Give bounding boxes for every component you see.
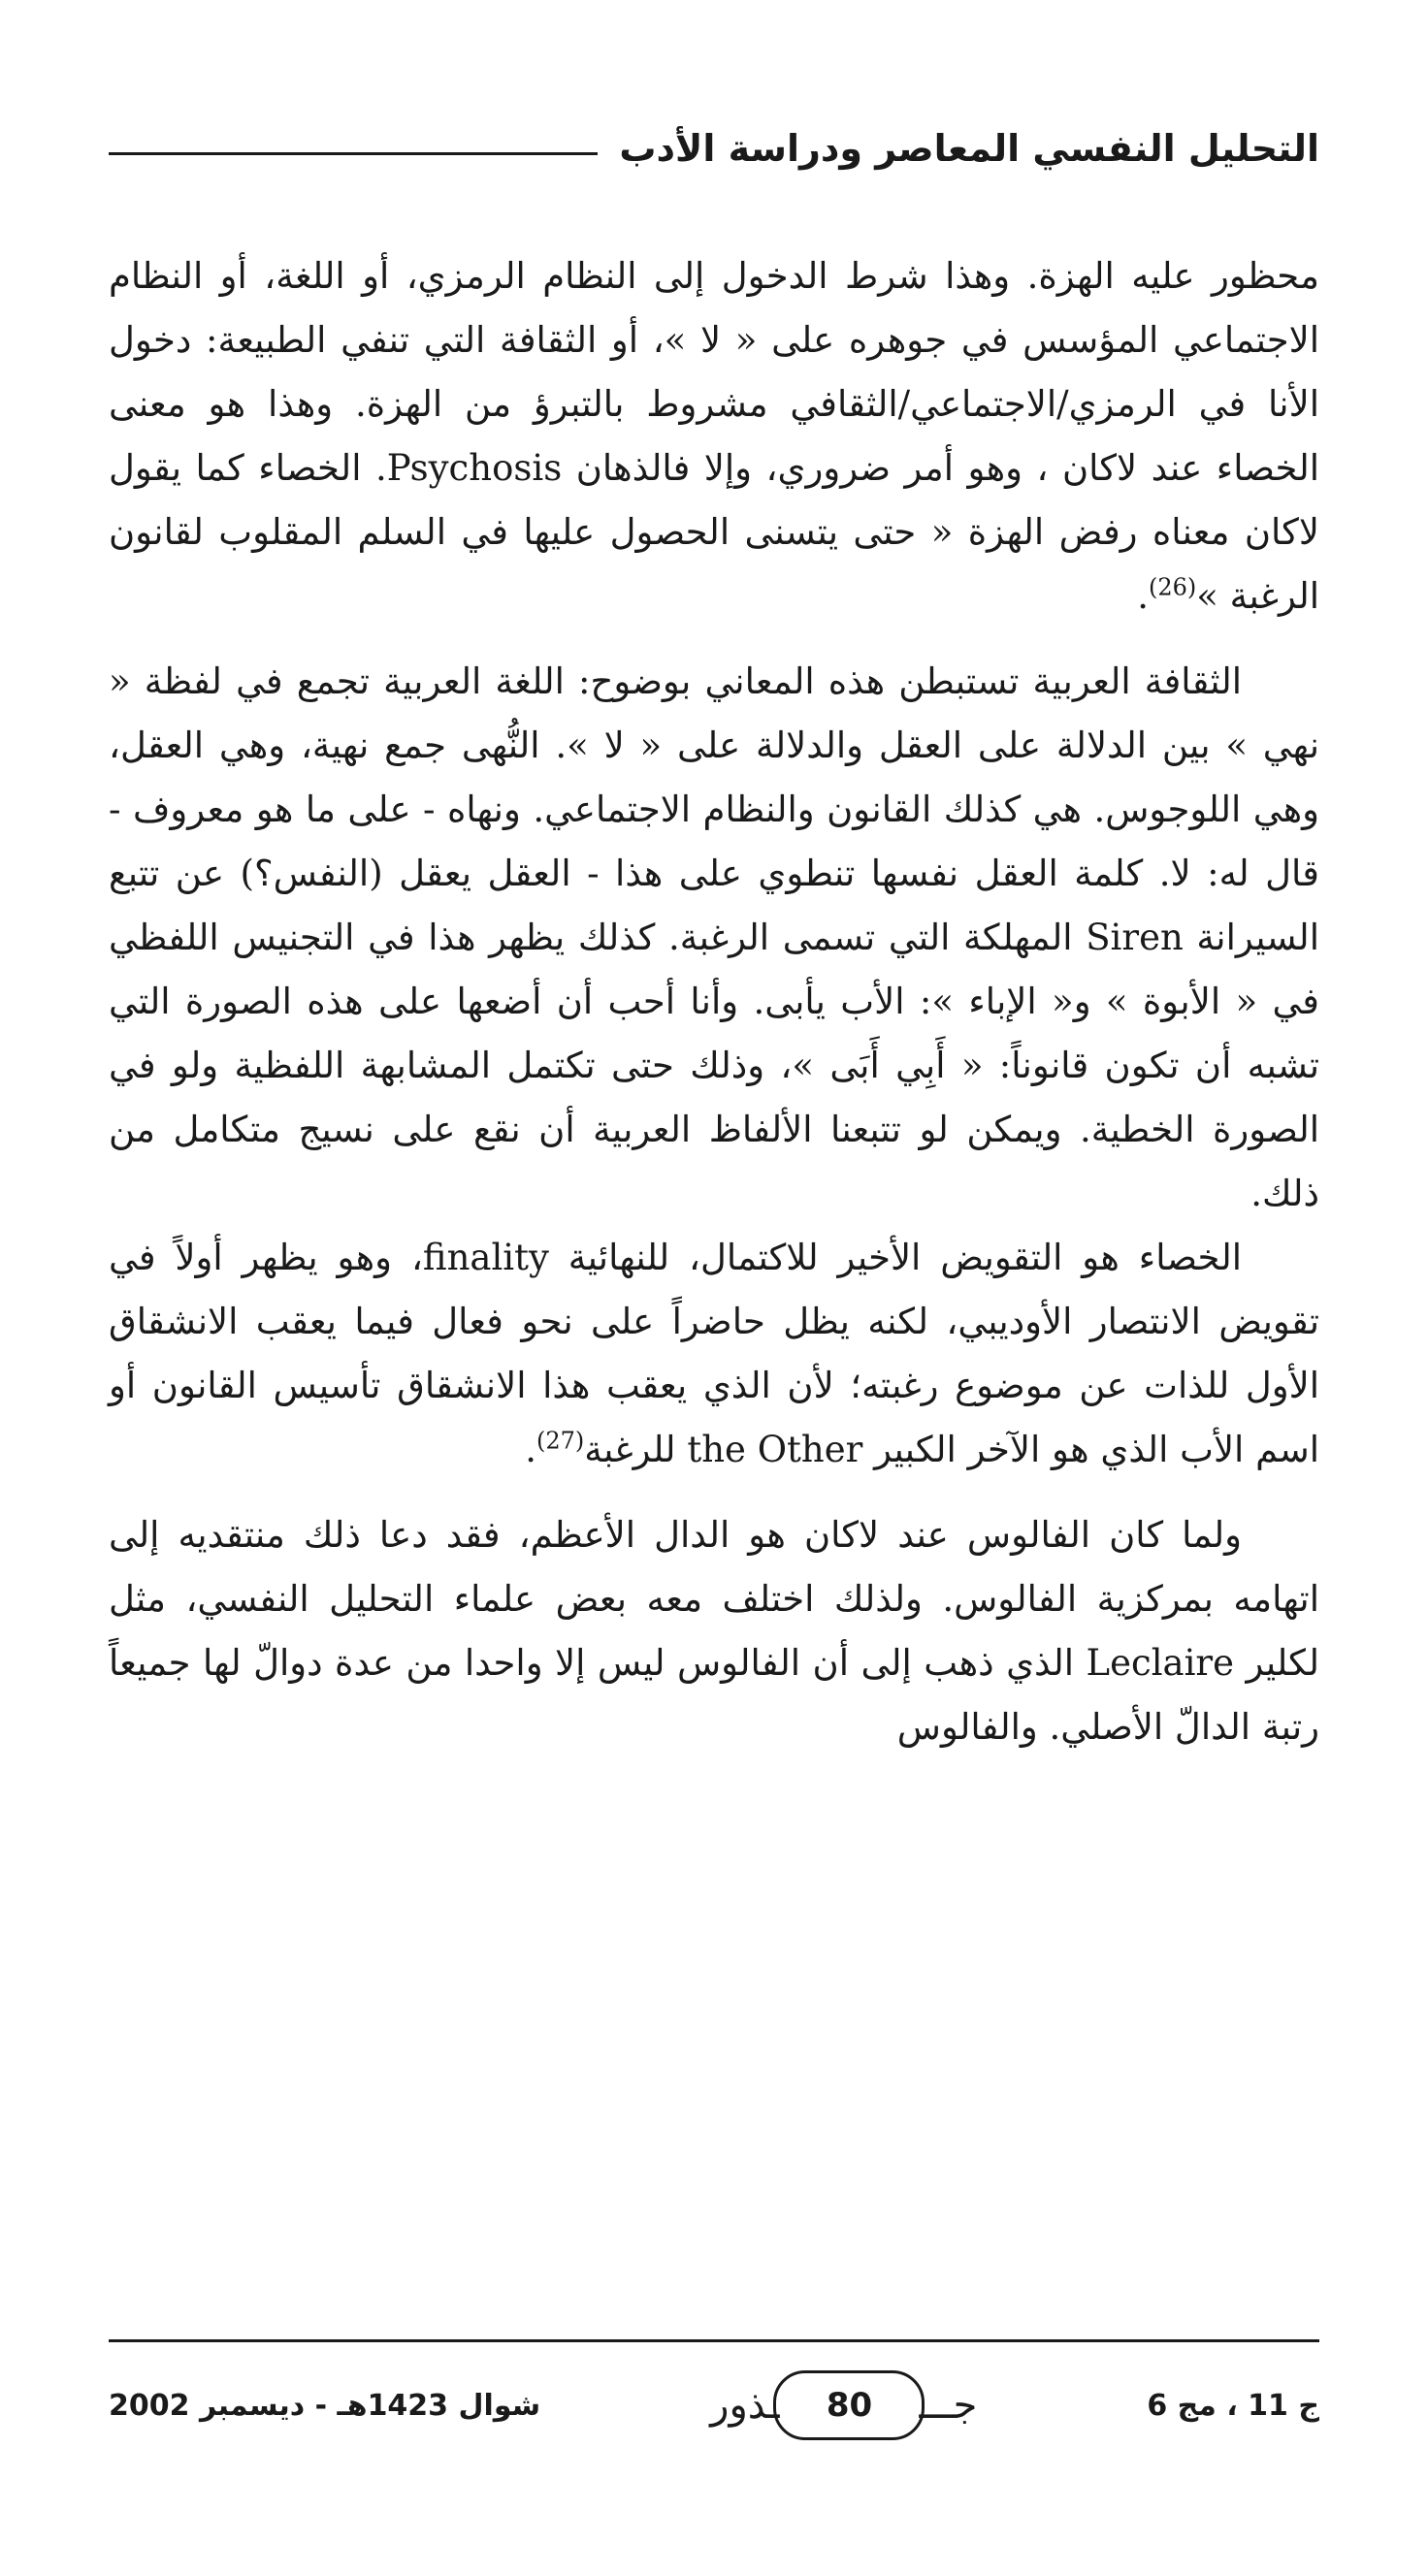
footer-journal-mark [710,2370,977,2440]
header-rule [109,152,598,155]
paragraph-2 [109,650,1319,1226]
footer-date: شوال 1423هـ - ديسمبر 2002 [109,2388,541,2423]
paragraph-4 [109,1503,1319,1759]
footnote-ref-26[interactable]: (26) [1148,573,1197,601]
paragraph-2-text: الثقافة العربية تستبطن هذه المعاني بوضوح: اللغة العربية تجمع في لفظة « نهي » بين الدلالة على العقل والدلالة على « لا ». النُّهى جمع نهية، وهي العقل، وهي اللوجوس. هي كذلك القانون والنظام الاجتماعي. ونهاه - على ما هو معروف - قال له: لا. كلمة العقل نفسها تنطوي على هذا - العقل يعقل (النفس؟) عن تتبع السيرانة Siren المهلكة التي تسمى الرغبة. كذلك يظهر هذا في التجنيس اللفظي في « الأبوة » و« الإباء »: الأب يأبى. وأنا أحب أن أضعها على هذه الصورة التي تشبه أن تكون قانوناً: « أَبِي أَبَى »، وذلك حتى تكتمل المشابهة اللفظية ولو في الصورة الخطية. ويمكن لو تتبعنا الألفاظ العربية أن نقع على نسيج متكامل من ذلك. [109,660,1320,1214]
paragraph-1-tail: . [1137,575,1149,617]
running-header [109,114,1319,182]
page-number: 80 [773,2370,925,2440]
journal-name-end: ـذور [710,2383,780,2428]
page-footer [109,2371,1319,2439]
paragraph-1-text: محظور عليه الهزة. وهذا شرط الدخول إلى النظام الرمزي، أو اللغة، أو النظام الاجتماعي المؤسس في جوهره على « لا »، أو الثقافة التي تنفي الطبيعة: دخول الأنا في الرمزي/الاجتماعي/الثقافي مشروط بالتبرؤ من الهزة. وهذا هو معنى الخصاء عند لاكان ، وهو أمر ضروري، وإلا فالذهان Psychosis. الخصاء كما يقول لاكان معناه رفض الهزة « حتى يتسنى الحصول عليها في السلم المقلوب لقانون الرغبة » [109,255,1319,617]
body-text [109,244,1319,1759]
footnote-ref-27[interactable]: (27) [536,1427,585,1455]
footer-volume: ج 11 ، مج 6 [1147,2388,1319,2423]
paragraph-1 [109,244,1319,628]
paragraph-4-text: ولما كان الفالوس عند لاكان هو الدال الأعظم، فقد دعا ذلك منتقديه إلى اتهامه بمركزية الفالوس. ولذلك اختلف معه بعض علماء التحليل النفسي، مثل لكلير Leclaire الذي ذهب إلى أن الفالوس ليس إلا واحدا من عدة دوالّ لها جميعاً رتبة الدالّ الأصلي. والفالوس [109,1514,1320,1748]
paragraph-3-tail: . [525,1429,536,1470]
paragraph-3-text: الخصاء هو التقويض الأخير للاكتمال، للنهائية finality، وهو يظهر أولاً في تقويض الانتصار الأوديبي، لكنه يظل حاضراً على نحو فعال فيما يعقب الانشقاق الأول للذات عن موضوع رغبته؛ لأن الذي يعقب هذا الانشقاق تأسيس القانون أو اسم الأب الذي هو الآخر الكبير the Other للرغبة [109,1237,1319,1470]
paragraph-3 [109,1226,1319,1482]
running-header-title: التحليل النفسي المعاصر ودراسة الأدب [619,127,1319,170]
journal-name-start: جـــ [919,2383,978,2428]
footer-rule [109,2339,1319,2342]
